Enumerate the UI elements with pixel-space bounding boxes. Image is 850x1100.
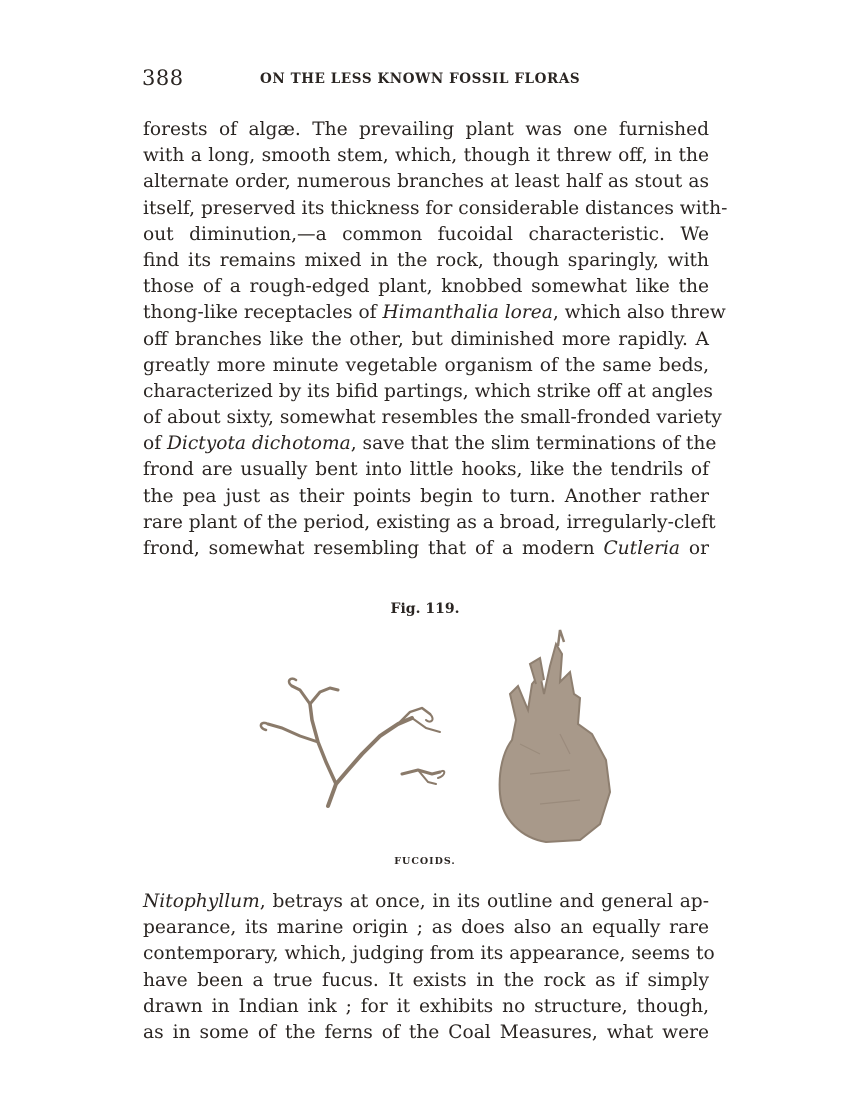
figure-label: Fig. 119.: [390, 601, 460, 617]
page-number: 388: [142, 66, 184, 90]
frond-fucoid-drawing: [500, 630, 610, 842]
fucoid-illustration: [240, 624, 630, 856]
text-line: as in some of the ferns of the Coal Measures, what were: [143, 1021, 709, 1043]
text-line: itself, preserved its thickness for considerable distances with-: [143, 197, 728, 219]
text-line: forests of algæ. The prevailing plant was one furnished: [143, 119, 709, 140]
figure-caption: FUCOIDS.: [394, 856, 456, 867]
text-line: frond, somewhat resembling that of a modern Cutleria or: [143, 538, 709, 559]
text-line: find its remains mixed in the rock, though sparingly, with: [143, 249, 709, 271]
text-line: have been a true fucus. It exists in the rock as if simply: [143, 969, 709, 991]
text-line: characterized by its bifid partings, which strike off at angles: [143, 380, 713, 402]
text-line: thong-like receptacles of Himanthalia lorea, which also threw: [143, 302, 726, 324]
text-line: alternate order, numerous branches at least half as stout as: [143, 171, 709, 193]
text-line: pearance, its marine origin ; as does also an equally rare: [143, 917, 709, 939]
text-line: greatly more minute vegetable organism of the same beds,: [143, 354, 709, 376]
text-line: out diminution,—a common fucoidal characteristic. We: [143, 223, 709, 245]
italic-term: Cutleria: [603, 538, 680, 559]
text-line: those of a rough-edged plant, knobbed somewhat like the: [143, 276, 709, 298]
text-line: Nitophyllum, betrays at once, in its outline and general ap-: [143, 891, 709, 912]
text-line: of about sixty, somewhat resembles the small-fronded variety: [143, 407, 722, 429]
text-line: of Dictyota dichotoma, save that the slim terminations of the: [143, 433, 717, 455]
text-line: off branches like the other, but diminished more rapidly. A: [143, 328, 709, 350]
italic-term: Nitophyllum: [143, 891, 260, 912]
text-line: rare plant of the period, existing as a broad, irregularly-cleft: [143, 511, 716, 533]
italic-term: Dictyota dichotoma: [167, 433, 351, 455]
page-header: [142, 66, 710, 96]
text-line: drawn in Indian ink ; for it exhibits no structure, though,: [143, 995, 709, 1017]
branched-fucoid-drawing: [261, 679, 444, 806]
text-line: contemporary, which, judging from its appearance, seems to: [143, 943, 715, 965]
text-line: with a long, smooth stem, which, though it threw off, in the: [143, 145, 709, 167]
paragraph-top: [143, 117, 728, 562]
italic-term: Himanthalia lorea: [382, 302, 553, 324]
paragraph-bottom: [143, 889, 715, 1046]
text-line: frond are usually bent into little hooks, like the tendrils of: [143, 459, 709, 481]
text-line: the pea just as their points begin to turn. Another rather: [143, 485, 709, 507]
running-head: ON THE LESS KNOWN FOSSIL FLORAS: [260, 71, 581, 87]
